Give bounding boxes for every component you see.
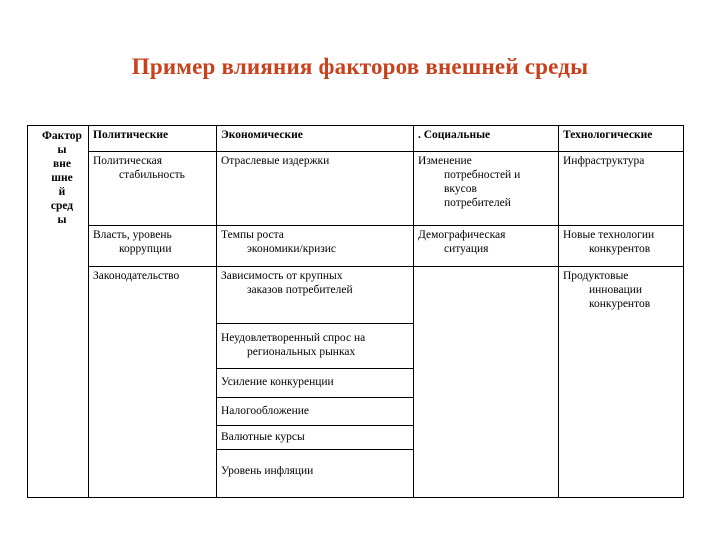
cell-technological — [559, 152, 684, 226]
cell-line: Инфраструктура — [563, 155, 645, 167]
cell-line: Законодательство — [93, 270, 180, 282]
cell-political — [89, 267, 217, 498]
table-row — [28, 152, 684, 226]
cell-line: стабильность — [119, 169, 185, 181]
cell-economic — [217, 267, 414, 324]
cell-economic: Налогообложение — [217, 398, 414, 426]
cell-economic — [217, 226, 414, 267]
side-label-line: й — [58, 186, 66, 198]
cell-line: Новые технологии — [563, 229, 655, 241]
side-label-line: ы — [57, 214, 67, 226]
cell-line: Политическая — [93, 155, 163, 167]
table-row — [28, 267, 684, 324]
cell-social — [414, 152, 559, 226]
side-label-line: сред — [50, 200, 74, 212]
page-title: Пример влияния факторов внешней среды — [131, 54, 589, 79]
side-label-line: ы — [57, 144, 67, 156]
cell-social — [414, 226, 559, 267]
cell-line: региональных рынках — [247, 346, 356, 358]
cell-social — [414, 267, 559, 498]
side-label-line: Фактор — [42, 130, 82, 142]
cell-economic — [217, 324, 414, 369]
cell-line: Демографическая — [418, 229, 506, 241]
cell-line: конкурентов — [589, 298, 651, 310]
cell-line: Неудовлетворенный спрос на — [221, 332, 366, 344]
cell-economic: Усиление конкуренции — [217, 369, 414, 398]
header-political: Политические — [89, 126, 217, 152]
cell-political — [89, 152, 217, 226]
header-economic: Экономические — [217, 126, 414, 152]
side-label-line: шне — [51, 172, 73, 184]
cell-economic — [217, 152, 414, 226]
cell-technological — [559, 267, 684, 498]
cell-line: потребностей и — [444, 169, 521, 181]
cell-line: Власть, уровень — [93, 229, 172, 241]
cell-line: ситуация — [444, 243, 489, 255]
table-row — [28, 226, 684, 267]
cell-line: экономики/кризис — [247, 243, 337, 255]
side-label — [28, 126, 89, 498]
side-label-line: вне — [53, 158, 71, 170]
cell-line: потребителей — [444, 197, 511, 209]
cell-line: Продуктовые — [563, 270, 629, 282]
cell-technological — [559, 226, 684, 267]
cell-line: вкусов — [444, 183, 477, 195]
cell-line: заказов потребителей — [247, 284, 353, 296]
cell-line: инновации — [589, 284, 643, 296]
header-social: . Социальные — [414, 126, 559, 152]
cell-line: Зависимость от крупных — [221, 270, 343, 282]
cell-political — [89, 226, 217, 267]
cell-line: коррупции — [119, 243, 172, 255]
header-row — [28, 126, 684, 152]
cell-line: Изменение — [418, 155, 472, 167]
factors-table — [27, 125, 684, 498]
cell-economic: Валютные курсы — [217, 426, 414, 450]
cell-line: Отраслевые издержки — [221, 155, 330, 167]
header-technological: Технологические — [559, 126, 684, 152]
cell-line: конкурентов — [589, 243, 651, 255]
cell-line: Темпы роста — [221, 229, 284, 241]
cell-economic: Уровень инфляции — [217, 450, 414, 498]
